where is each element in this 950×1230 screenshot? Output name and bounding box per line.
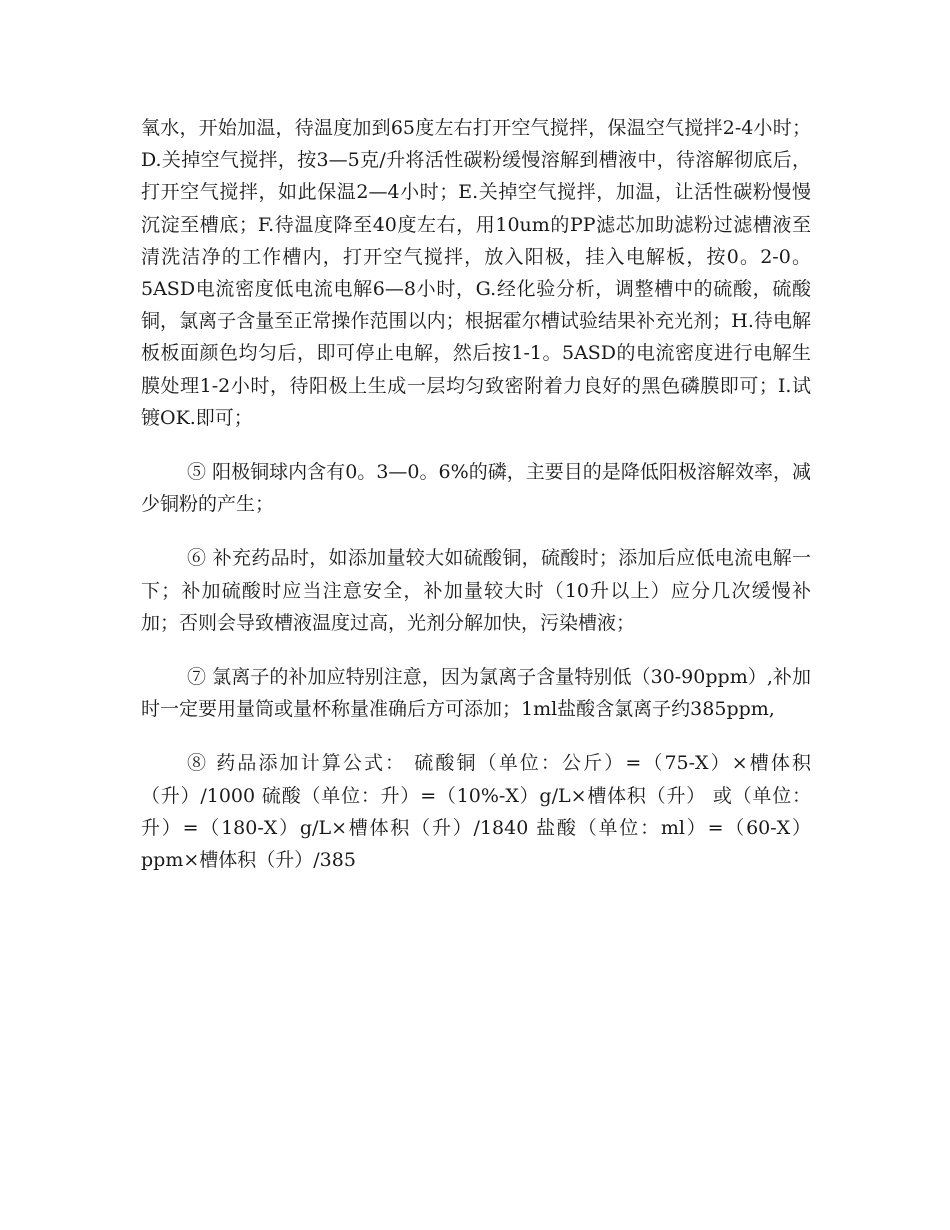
- document-page: [141, 112, 811, 898]
- paragraph-item-7: ⑦ 氯离子的补加应特别注意，因为氯离子含量特别低（30-90ppm）,补加时一定要用量筒或量杯称量准确后方可添加；1ml盐酸含氯离子约385ppm,: [141, 666, 811, 721]
- paragraph-continuation: 氧水，开始加温，待温度加到65度左右打开空气搅拌，保温空气搅拌2-4小时；D.关掉空气搅拌，按3—5克/升将活性碳粉缓慢溶解到槽液中，待溶解彻底后，打开空气搅拌，如此保温2—4小时；E.关掉空气搅拌，加温，让活性碳粉慢慢沉淀至槽底；F.待温度降至40度左右，用10um的PP滤芯加助滤粉过滤槽液至清洗洁净的工作槽内，打开空气搅拌，放入阳极，挂入电解板，按0。2-0。5ASD电流密度低电流电解6—8小时，G.经化验分析，调整槽中的硫酸，硫酸铜，氯离子含量至正常操作范围以内；根据霍尔槽试验结果补充光剂；H.待电解板板面颜色均匀后，即可停止电解，然后按1-1。5ASD的电流密度进行电解生膜处理1-2小时，待阳极上生成一层均匀致密附着力良好的黑色磷膜即可；I.试镀OK.即可；: [141, 117, 811, 429]
- paragraph-item-5: ⑤ 阳极铜球内含有0。3—0。6%的磷，主要目的是降低阳极溶解效率，减少铜粉的产生；: [141, 461, 811, 516]
- paragraph-item-6: ⑥ 补充药品时，如添加量较大如硫酸铜，硫酸时；添加后应低电流电解一下；补加硫酸时应当注意安全，补加量较大时（10升以上）应分几次缓慢补加；否则会导致槽液温度过高，光剂分解加快，污染槽液；: [141, 547, 811, 634]
- paragraph-item-8: ⑧ 药品添加计算公式： 硫酸铜（单位：公斤）=（75-X）×槽体积（升）/1000 硫酸（单位：升）=（10%-X）g/L×槽体积（升） 或（单位：升）=（180-X）g/L×槽体积（升）/1840 盐酸（单位：ml）=（60-X）ppm×槽体积（升）/385: [141, 752, 811, 872]
